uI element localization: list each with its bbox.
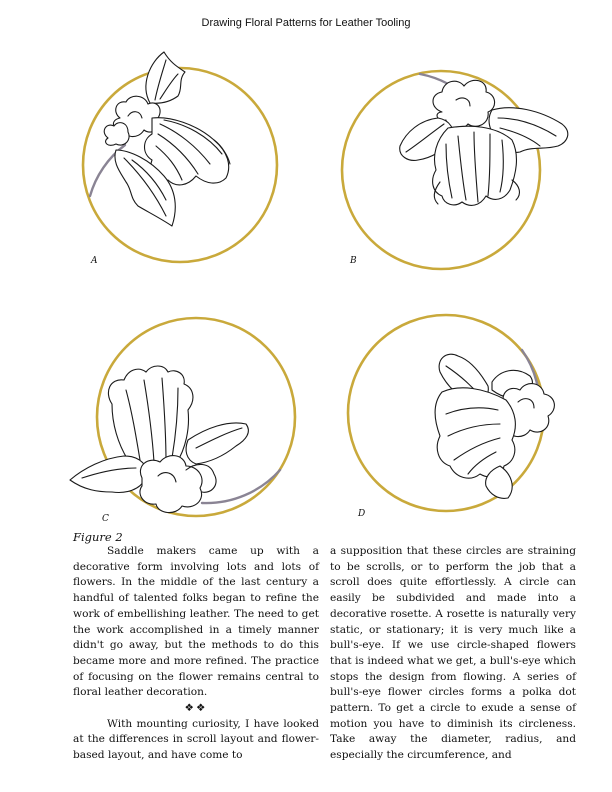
right-column	[330, 544, 576, 764]
panel-label-a: A	[91, 256, 98, 266]
panel-a-drawing	[83, 52, 277, 262]
left-column	[73, 544, 319, 764]
panel-label-c: C	[102, 514, 109, 524]
body-paragraph: a supposition that these circles are straining to be scrolls, or to perform the job that a scroll does quite effortlessly. A circle can easily be subdivided and made into a decorative rosette. A rosette is naturally very static, or stationary; it is very much like a bull's-eye. If we use circle-shaped flowers that is indeed what we get, a bull's-eye which stops the design from flowing. A series of bull's-eye flower circles forms a polka dot pattern. To get a circle to exude a sense of motion you have to diminish its circleness. Take away the diameter, radius, and especially the circumference, and	[330, 545, 576, 762]
body-paragraph: Saddle makers came up with a decorative form involving lots and lots of flowers. In the middle of the last century a handful of talented folks began to refine the work of embellishing leather. The need to get the work accomplished in a timely manner didn't go away, but the methods to do this became more and more refined. The practice of focusing on the flower remains central to floral leather decoration.	[73, 545, 319, 699]
figure-caption: Figure 2	[73, 530, 123, 544]
panel-label-d: D	[358, 509, 366, 519]
running-head: Drawing Floral Patterns for Leather Tooling	[201, 17, 411, 29]
panel-c-drawing	[70, 318, 295, 516]
section-separator: ❖❖	[184, 702, 208, 715]
panel-b-drawing	[342, 71, 568, 269]
body-paragraph: With mounting curiosity, I have looked at the differences in scroll layout and flower-based layout, and have come to	[73, 717, 319, 762]
panel-d-drawing	[348, 315, 554, 511]
panel-c-arc	[202, 470, 280, 503]
panel-label-b: B	[350, 256, 357, 266]
